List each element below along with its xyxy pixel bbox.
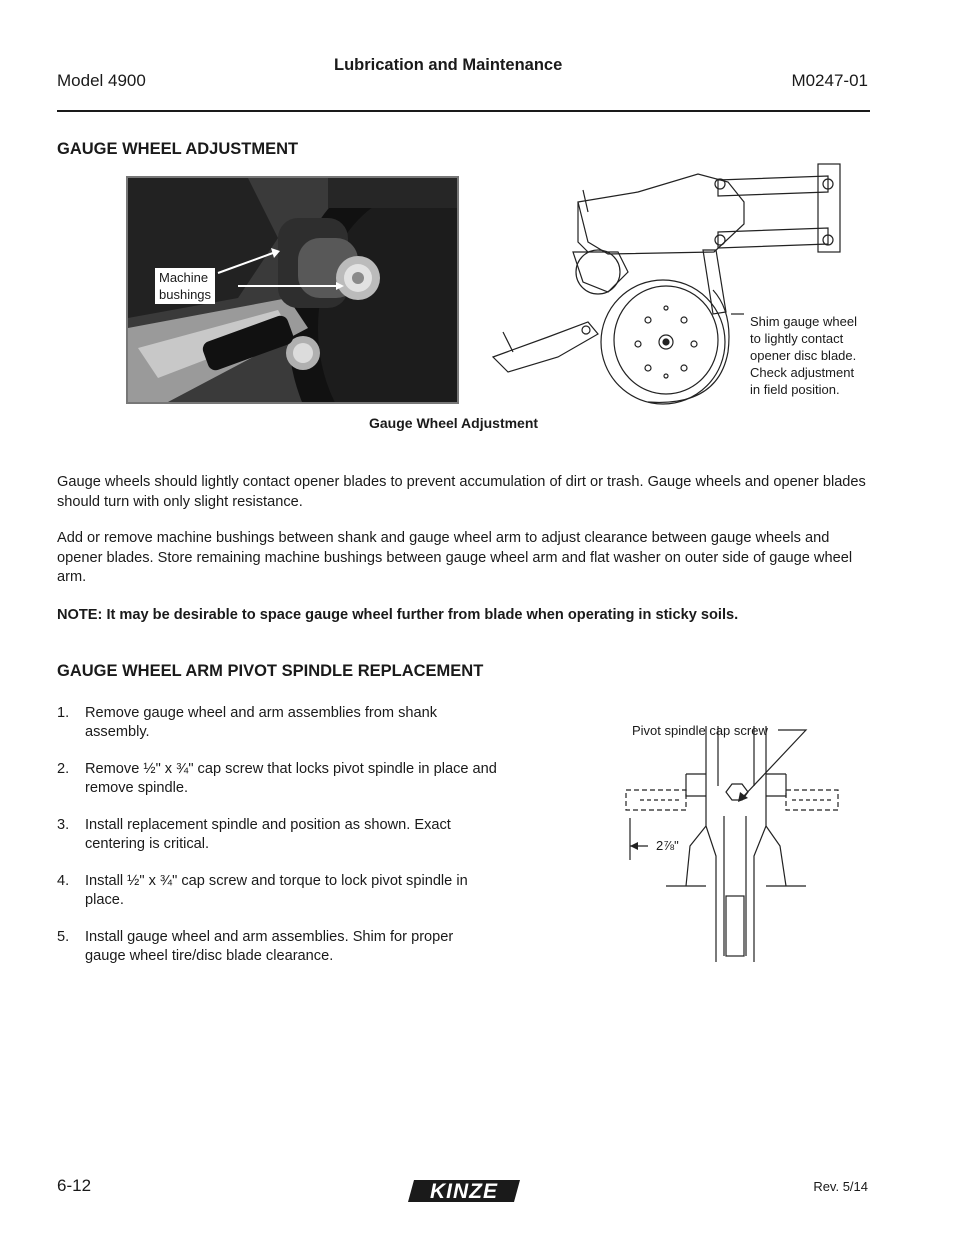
- step-text: Install replacement spindle and position as shown. Exact centering is critical.: [85, 817, 451, 852]
- paragraph-contact: Gauge wheels should lightly contact opener blades to prevent accumulation of dirt or trash. Gauge wheels and opener blades should turn with only slight resistance.: [57, 474, 866, 510]
- note-sticky-soils: NOTE: It may be desirable to space gauge wheel further from blade when operating in sticky soils.: [57, 607, 739, 623]
- machine-bushings-label-line2: bushings: [159, 287, 212, 302]
- section-title-gauge-wheel-adjustment: GAUGE WHEEL ADJUSTMENT: [57, 140, 299, 158]
- page-number: 6-12: [57, 1176, 92, 1195]
- shim-note-line: Shim gauge wheel: [750, 314, 857, 329]
- shim-note-line: in field position.: [750, 382, 840, 397]
- revision-date: Rev. 5/14: [813, 1179, 868, 1194]
- step-number: 5.: [57, 929, 70, 945]
- kinze-logo-text: KINZE: [430, 1180, 498, 1203]
- replacement-steps: [57, 704, 497, 984]
- kinze-logo: [400, 1172, 524, 1211]
- step-text: Install ½" x ¾" cap screw and torque to lock pivot spindle in place.: [85, 873, 468, 908]
- step-number: 1.: [57, 705, 70, 721]
- step-number: 3.: [57, 817, 70, 833]
- figure-caption: Gauge Wheel Adjustment: [369, 415, 539, 431]
- section-title-pivot-spindle: GAUGE WHEEL ARM PIVOT SPINDLE REPLACEMENT: [57, 662, 484, 680]
- list-item: [57, 704, 497, 742]
- list-item: [57, 760, 497, 798]
- model-label: Model 4900: [57, 71, 146, 90]
- step-text: Remove ½" x ¾" cap screw that locks pivot spindle in place and remove spindle.: [85, 761, 497, 796]
- list-item: [57, 928, 497, 966]
- header-rule: [57, 110, 870, 112]
- machine-bushings-label: [155, 268, 215, 304]
- shim-note-line: Check adjustment: [750, 365, 855, 380]
- list-item: [57, 872, 497, 910]
- pivot-spindle-label: Pivot spindle cap screw: [632, 723, 768, 738]
- shim-note: [750, 313, 880, 398]
- shim-note-line: opener disc blade.: [750, 348, 857, 363]
- shim-note-line: to lightly contact: [750, 331, 844, 346]
- kinze-logo-mark: [400, 1172, 524, 1206]
- dimension-label: 2⅞": [656, 838, 679, 853]
- machine-bushings-label-line1: Machine: [159, 270, 209, 285]
- step-number: 4.: [57, 873, 70, 889]
- document-number: M0247-01: [791, 71, 868, 90]
- step-text: Remove gauge wheel and arm assemblies from shank assembly.: [85, 705, 438, 740]
- section-heading: Lubrication and Maintenance: [334, 56, 563, 74]
- step-text: Install gauge wheel and arm assemblies. Shim for proper gauge wheel tire/disc blade clearance.: [85, 929, 454, 964]
- paragraph-bushings: Add or remove machine bushings between shank and gauge wheel arm to adjust clearance between gauge wheels and opener blades. Store remaining machine bushings between gauge wheel arm and flat washer on outer side of gauge wheel arm.: [57, 530, 853, 585]
- step-number: 2.: [57, 761, 70, 777]
- list-item: [57, 816, 497, 854]
